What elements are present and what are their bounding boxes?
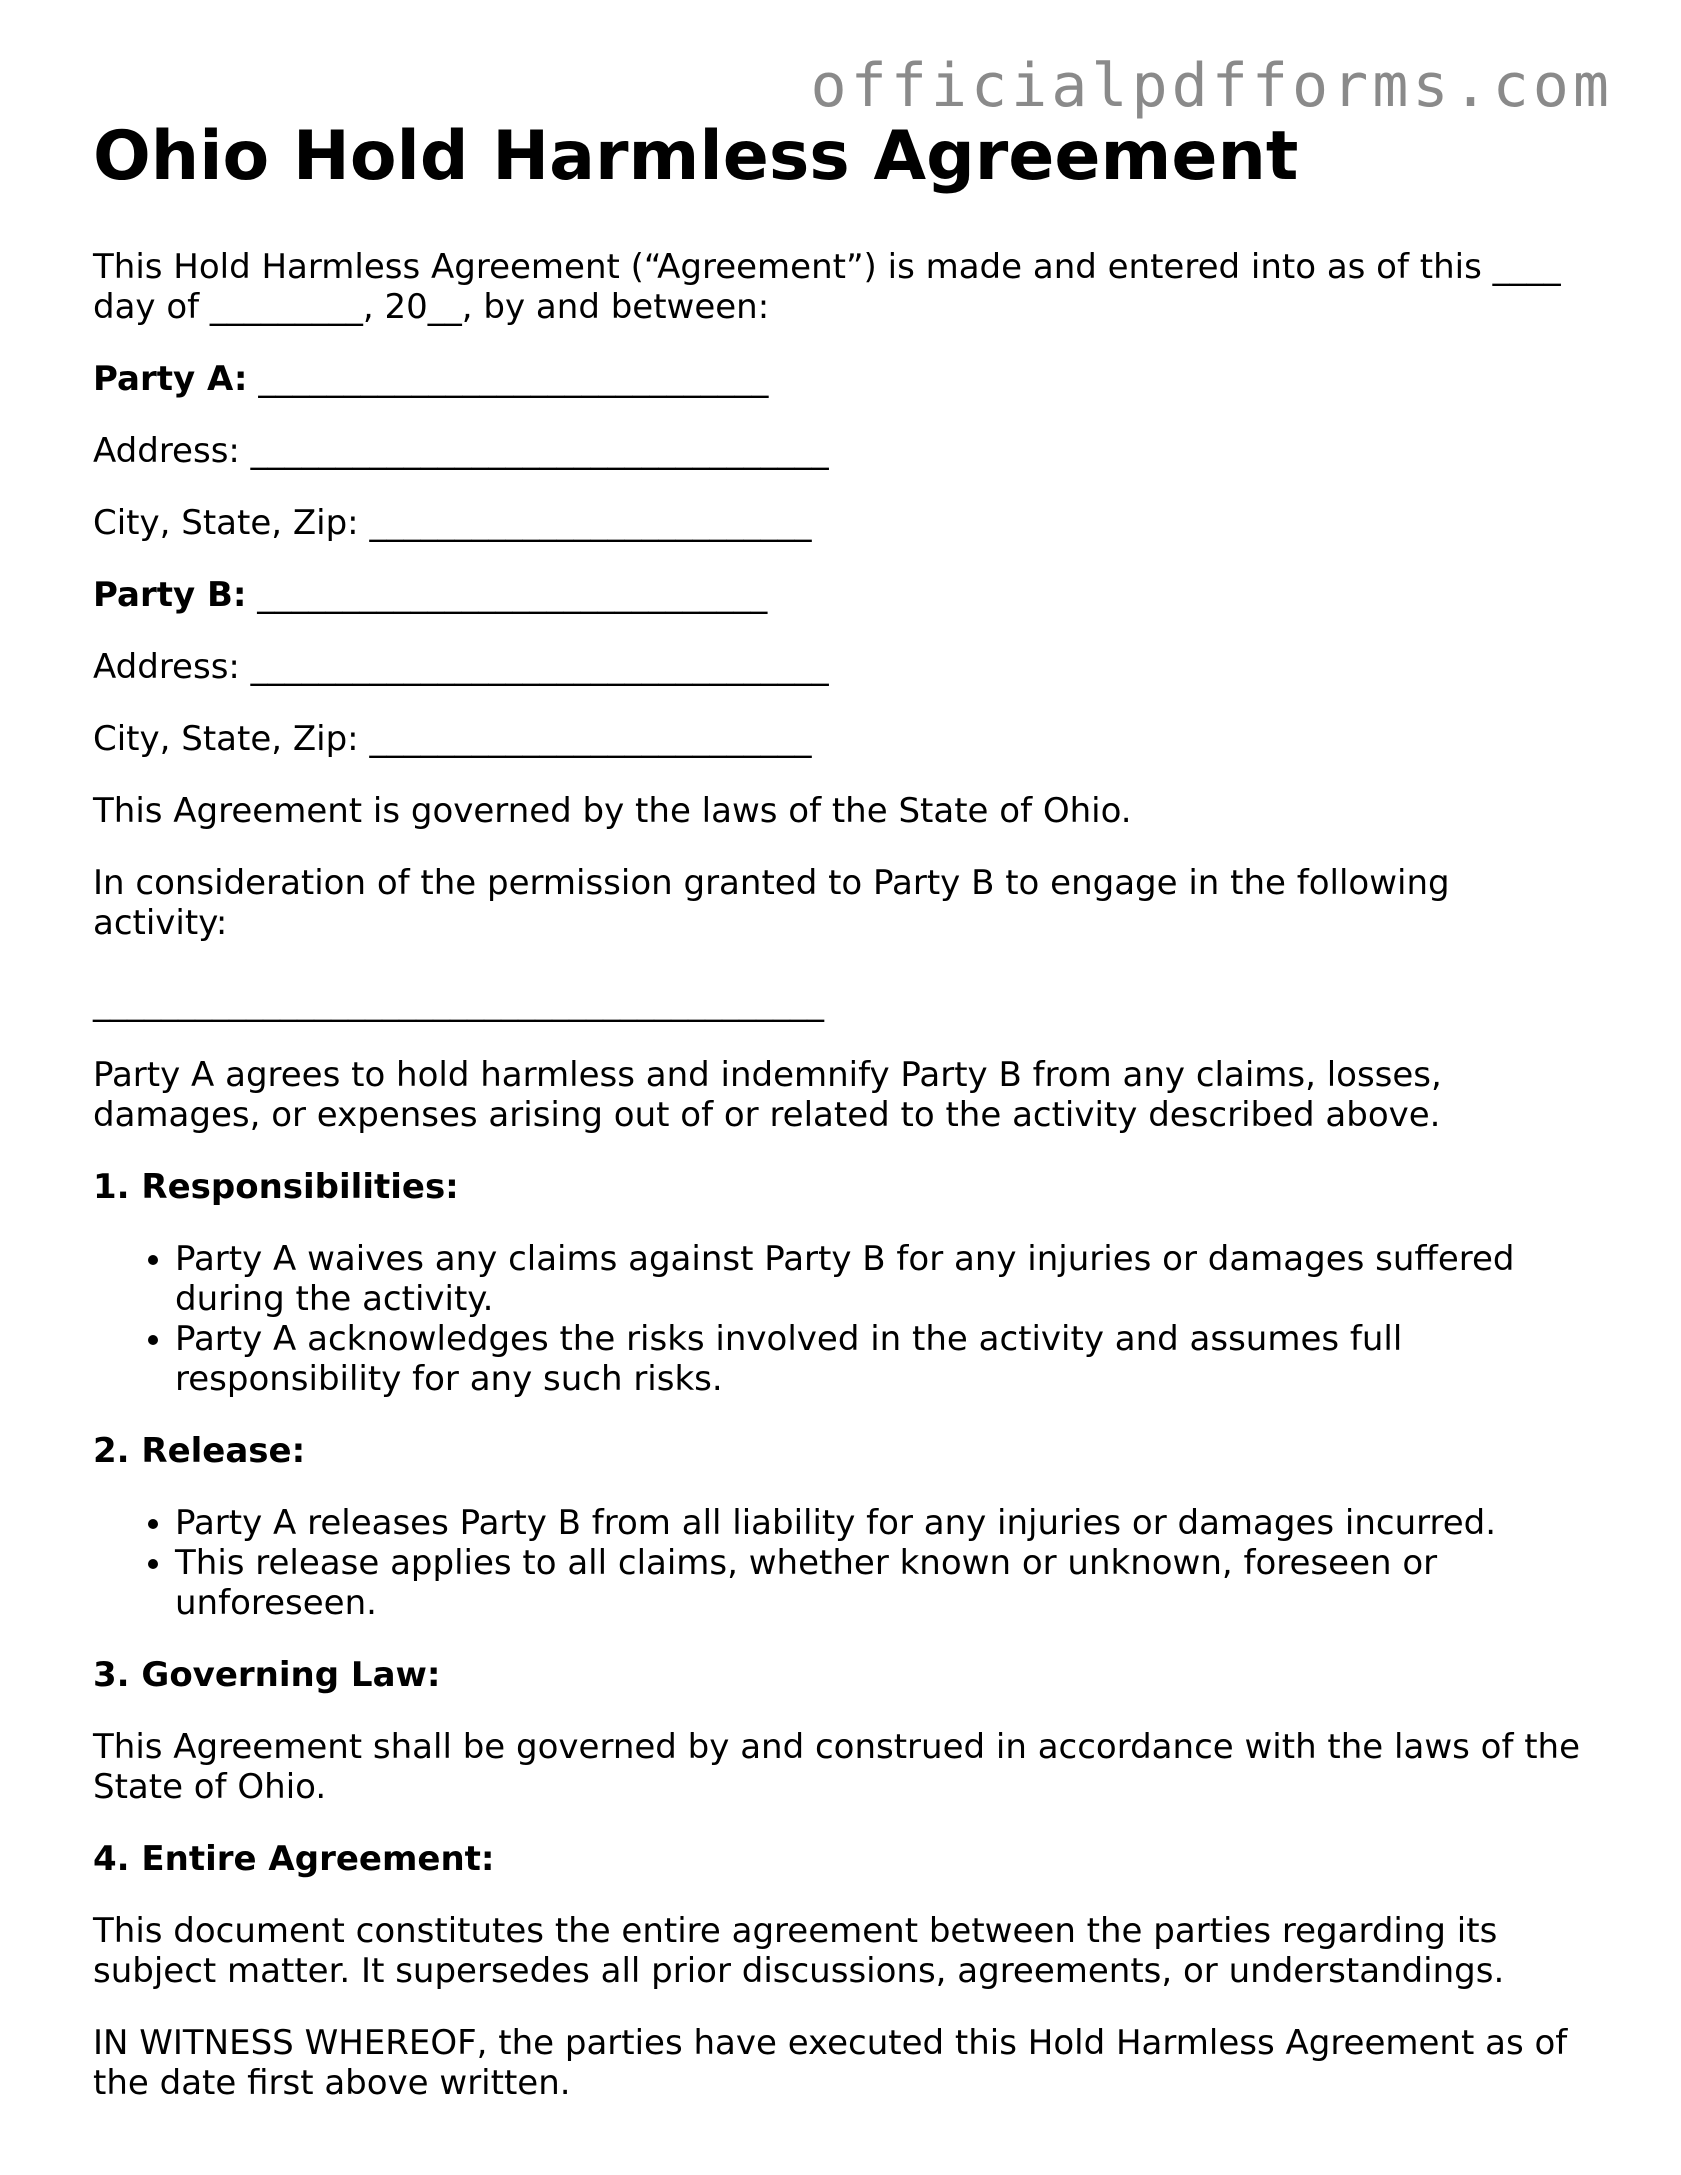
party-b-address: Address: __________________________________ <box>93 646 829 687</box>
watermark-text: officialpdfforms.com <box>810 51 1613 121</box>
party-a-line <box>93 359 1593 399</box>
intro-paragraph: This Hold Harmless Agreement (“Agreement”) is made and entered into as of this ____ day of _________, 20__, by and between: <box>93 246 1561 327</box>
responsibilities-list <box>93 1239 1593 1399</box>
party-a-city: City, State, Zip: __________________________ <box>93 502 812 543</box>
party-a-label: Party A: <box>93 358 248 399</box>
responsibilities-heading: 1. Responsibilities: <box>93 1166 459 1207</box>
entire-agreement-heading: 4. Entire Agreement: <box>93 1838 495 1879</box>
list-item: • Party A releases Party B from all liability for any injuries or damages incurred. <box>175 1503 1593 1543</box>
release-heading: 2. Release: <box>93 1430 306 1471</box>
consideration-paragraph: In consideration of the permission granted to Party B to engage in the following activity: <box>93 862 1450 943</box>
witness-paragraph: IN WITNESS WHEREOF, the parties have executed this Hold Harmless Agreement as of the date first above written. <box>93 2022 1568 2103</box>
document-page <box>93 110 1593 2135</box>
governing-law-text: This Agreement shall be governed by and construed in accordance with the laws of the State of Ohio. <box>93 1726 1581 1807</box>
party-b-line <box>93 575 1593 615</box>
governing-law-heading: 3. Governing Law: <box>93 1654 441 1695</box>
party-b-city: City, State, Zip: __________________________ <box>93 718 812 759</box>
party-b-label: Party B: <box>93 574 247 615</box>
entire-agreement-text: This document constitutes the entire agreement between the parties regarding its subject matter. It supersedes all prior discussions, agreements, or understandings. <box>93 1910 1505 1991</box>
party-a-name-blank: ______________________________ <box>247 358 769 399</box>
governed-statement: This Agreement is governed by the laws of the State of Ohio. <box>93 790 1132 831</box>
release-list <box>93 1503 1593 1623</box>
list-item: • Party A waives any claims against Party B for any injuries or damages suffered during the activity. <box>175 1239 1593 1319</box>
party-a-address: Address: __________________________________ <box>93 430 829 471</box>
party-b-name-blank: ______________________________ <box>246 574 768 615</box>
list-item: • Party A acknowledges the risks involved in the activity and assumes full responsibility for any such risks. <box>175 1319 1593 1399</box>
activity-blank: ___________________________________________ <box>93 982 824 1023</box>
document-title: Ohio Hold Harmless Agreement <box>93 117 1299 196</box>
list-item: • This release applies to all claims, whether known or unknown, foreseen or unforeseen. <box>175 1543 1593 1623</box>
hold-harmless-paragraph: Party A agrees to hold harmless and indemnify Party B from any claims, losses, damages, or expenses arising out of or related to the activity described above. <box>93 1054 1442 1135</box>
